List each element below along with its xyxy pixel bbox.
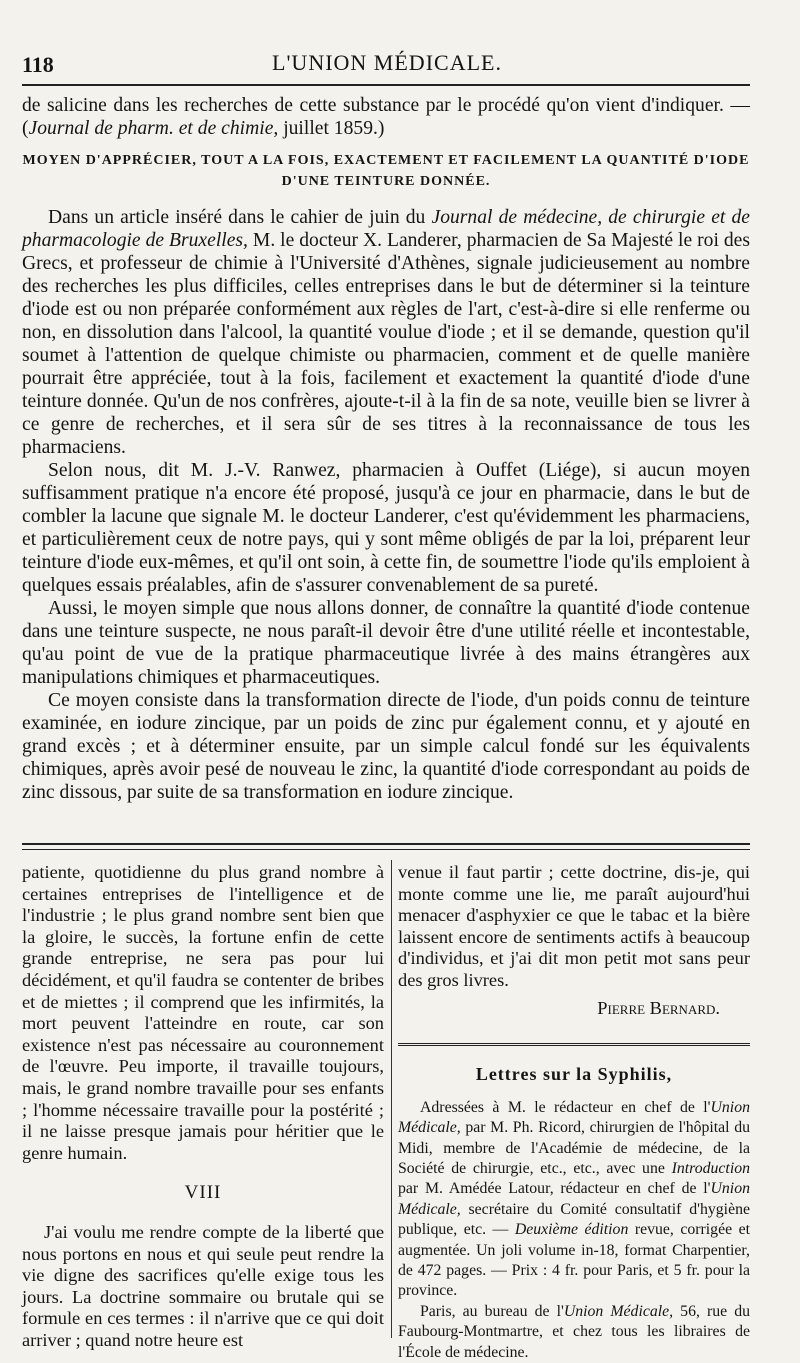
column-paragraph: patiente, quotidienne du plus grand nombre à certaines entreprises de l'intelligence et de l'industrie ; le plus grand nombre sent bien que la gloire, le succès, la fortune enfin de cette grande entreprise, ne sera pas pour lui décidément, et qu'il faudra se contenter de bribes et de miettes ; il comprend que les infirmités, la mort peuvent l'atteindre en route, car son existence n'est pas nécessaire au couronnement de l'œuvre. Peu importe, il travaille toujours, mais, le grand nombre travaille pour ses enfants ; l'homme nécessaire travaille pour la postérité ; il ne laisse presque jamais pour héritier que le genre humain.	[22, 862, 384, 1163]
journal-name: Union Médicale,	[398, 1098, 750, 1137]
column-paragraph: venue il faut partir ; cette doctrine, dis-je, qui monte comme une lie, me paraît aujourd'hui menacer d'asphyxier ce que le tabac et la bière laissent encore de sentiments actifs à beaucoup d'individus, et j'ai dit mon petit mot sans peur des gros livres.	[398, 862, 750, 990]
chapter-number: VIII	[184, 1182, 222, 1204]
emphasis: Deuxième édition	[514, 1221, 629, 1239]
section-title: MOYEN D'APPRÉCIER, TOUT A LA FOIS, EXACTEMENT ET FACILEMENT LA QUANTITÉ D'IODE D'UNE TEINTURE DONNÉE.	[22, 153, 750, 189]
text-span: 56, rue du Faubourg-Montmartre, et chez tous les libraires de l'École de médecine.	[398, 1302, 751, 1361]
text-span: Dans un article inséré dans le cahier de juin du	[48, 207, 432, 228]
running-title: L'UNION MÉDICALE.	[272, 50, 502, 75]
text-span: de salicine dans les recherches de cette substance par le procédé qu'on vient d'indiquer. — (	[22, 95, 750, 139]
feuilleton-left-column	[22, 862, 384, 1351]
author-signature: Pierre Bernard.	[597, 997, 720, 1018]
header-rule	[22, 84, 750, 86]
advertisement-paragraph	[398, 1302, 750, 1363]
text-span: par M. Ph. Ricord, chirurgien de l'hôpital du Midi, membre de l'Académie de médecine, de la Société de chirurgie, etc., etc., avec une	[398, 1119, 750, 1177]
article-paragraph	[22, 206, 750, 459]
page-header	[22, 48, 752, 78]
article-paragraph: Ce moyen consiste dans la transformation directe de l'iode, d'un poids connu de teinture examinée, en iodure zincique, par un poids de zinc pur également connu, et y ajouté en grand excès ; et à déterminer ensuite, par un simple calcul fondé sur les équivalents chimiques, après avoir pesé de nouveau le zinc, la quantité d'iode correspondant au poids de zinc dissous, par suite de sa transformation en iodure zincique.	[22, 690, 750, 803]
article-paragraph: Selon nous, dit M. J.-V. Ranwez, pharmacien à Ouffet (Liége), si aucun moyen suffisamment pratique n'a encore été proposé, jusqu'à ce jour en pharmacie, dans le but de combler la lacune que signale M. le docteur Landerer, c'est qu'évidemment les pharmaciens, et particulièrement ceux de notre pays, qui y sont même obligés de par la loi, préparent leur teinture d'iode eux-mêmes, et qu'il ont soin, à cette fin, de soumettre l'iode qu'ils emploient à quelques essais préalables, afin de s'assurer convenablement de sa pureté.	[22, 460, 750, 596]
journal-name: Union Médicale,	[398, 1180, 750, 1218]
main-article	[22, 94, 750, 804]
column-divider	[391, 860, 392, 1338]
page-number: 118	[22, 52, 54, 77]
text-span: juillet 1859.)	[278, 118, 385, 139]
text-span: M. le docteur X. Landerer, pharmacien de Sa Majesté le roi des Grecs, et professeur de chimie à l'Université d'Athènes, signale judicieusement au nombre des recherches les plus difficiles, celles entreprises dans le but de déterminer si la teinture d'iode est ou non préparée conformément aux règles de l'art, c'est-à-dire si elle renferme ou non, en dissolution dans l'alcool, la quantité voulue d'iode ; et il se demande, question qu'il soumet à l'attention de quelque chimiste ou pharmacien, comment et de quelle manière pourrait être appréciée, tout à la fois, facilement et exactement la quantité d'iode d'une teinture donnée. Qu'un de nos confrères, ajoute-t-il à la fin de sa note, veuille bien se livrer à ce genre de recherches, et il sera sûr de ses titres à la reconnaissance de tous les pharmaciens.	[22, 230, 750, 458]
text-span: par M. Amédée Latour, rédacteur en chef de l'	[398, 1180, 711, 1198]
citation-title: Journal de pharm. et de chimie,	[28, 118, 279, 139]
advertisement-title: Lettres sur la Syphilis,	[475, 1064, 673, 1085]
text-span: secrétaire du Comité consultatif d'hygiène publique, etc. —	[398, 1200, 750, 1239]
emphasis: Introduction	[671, 1159, 750, 1177]
text-span: Paris, au bureau de l'	[420, 1302, 564, 1320]
column-top-rule	[22, 843, 750, 845]
text-span: revue, corrigée et augmentée. Un joli volume in-18, format Charpentier, de 472 pages. — Prix : 4 fr. pour Paris, et 5 fr. pour la province.	[398, 1221, 750, 1300]
advertisement-rule	[398, 1043, 750, 1046]
column-top-rule-thin	[22, 849, 750, 850]
advertisement-body	[398, 1098, 750, 1363]
opening-paragraph	[22, 94, 750, 140]
column-paragraph: J'ai voulu me rendre compte de la liberté que nous portons en nous et qui seule peut rendre la vie digne des sacrifices qu'elle exige tous les jours. La doctrine sommaire ou brutale qui se formule en ces termes : il n'arrive que ce qui doit arriver ; quand notre heure est	[22, 1221, 384, 1350]
article-paragraph: Aussi, le moyen simple que nous allons donner, de connaître la quantité d'iode contenue dans une teinture suspecte, ne nous paraît-il devoir être d'une utilité réelle et incontestable, qu'au point de vue de la pratique pharmaceutique livrée à des mains étrangères aux manipulations chimiques et pharmaceutiques.	[22, 598, 750, 688]
journal-title: Journal de médecine, de chirurgie et de pharmacologie de Bruxelles,	[22, 207, 750, 251]
advertisement-paragraph	[398, 1098, 750, 1302]
journal-name: Union Médicale,	[563, 1302, 674, 1320]
text-span: Adressées à M. le rédacteur en chef de l'	[420, 1098, 711, 1116]
feuilleton-right-column	[398, 862, 750, 1363]
